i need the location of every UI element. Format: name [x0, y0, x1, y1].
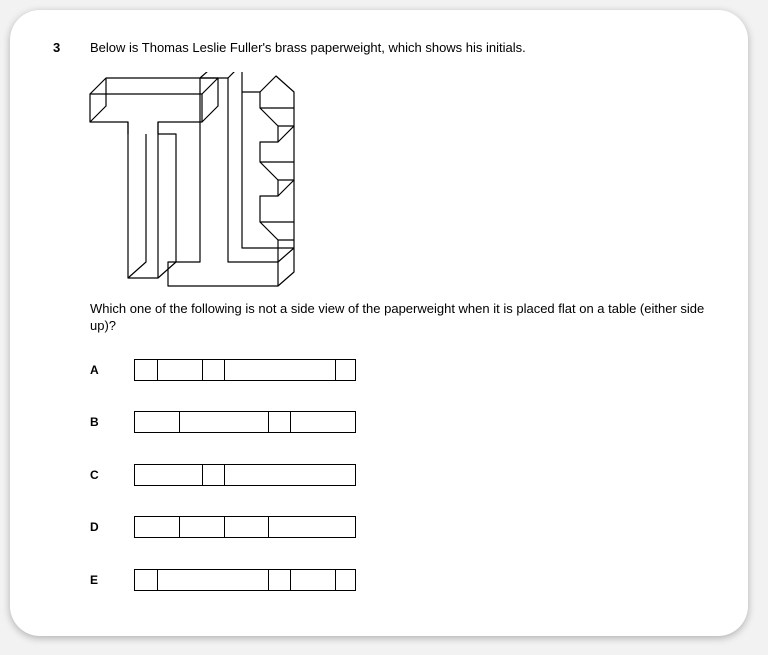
segment-divider: [224, 465, 225, 485]
letter-t-top: [90, 78, 218, 94]
segment-divider: [202, 465, 203, 485]
segment-divider: [268, 570, 269, 590]
segment-divider: [224, 517, 225, 537]
letter-f-front: [242, 92, 278, 262]
option-side-view-c[interactable]: [134, 464, 356, 486]
tlf-paperweight-drawing: [88, 72, 300, 288]
option-label-d: D: [90, 520, 99, 534]
segment-divider: [202, 360, 203, 380]
segment-divider: [179, 412, 180, 432]
option-label-a: A: [90, 363, 99, 377]
segment-divider: [335, 570, 336, 590]
segment-divider: [290, 412, 291, 432]
segment-divider: [290, 570, 291, 590]
paperweight-figure: [88, 72, 300, 288]
segment-divider: [157, 360, 158, 380]
question-number: 3: [53, 40, 61, 55]
option-label-c: C: [90, 468, 99, 482]
segment-divider: [268, 517, 269, 537]
segment-divider: [179, 517, 180, 537]
option-side-view-e[interactable]: [134, 569, 356, 591]
option-label-e: E: [90, 573, 99, 587]
option-label-b: B: [90, 415, 99, 429]
segment-divider: [157, 570, 158, 590]
question-text: Below is Thomas Leslie Fuller's brass paperweight, which shows his initials.: [90, 40, 526, 55]
segment-divider: [268, 412, 269, 432]
question-prompt: Which one of the following is not a side view of the paperweight when it is placed flat on a table (either side up)?: [90, 301, 705, 333]
segment-divider: [224, 360, 225, 380]
option-side-view-b[interactable]: [134, 411, 356, 433]
option-side-view-d[interactable]: [134, 516, 356, 538]
option-side-view-a[interactable]: [134, 359, 356, 381]
segment-divider: [335, 360, 336, 380]
